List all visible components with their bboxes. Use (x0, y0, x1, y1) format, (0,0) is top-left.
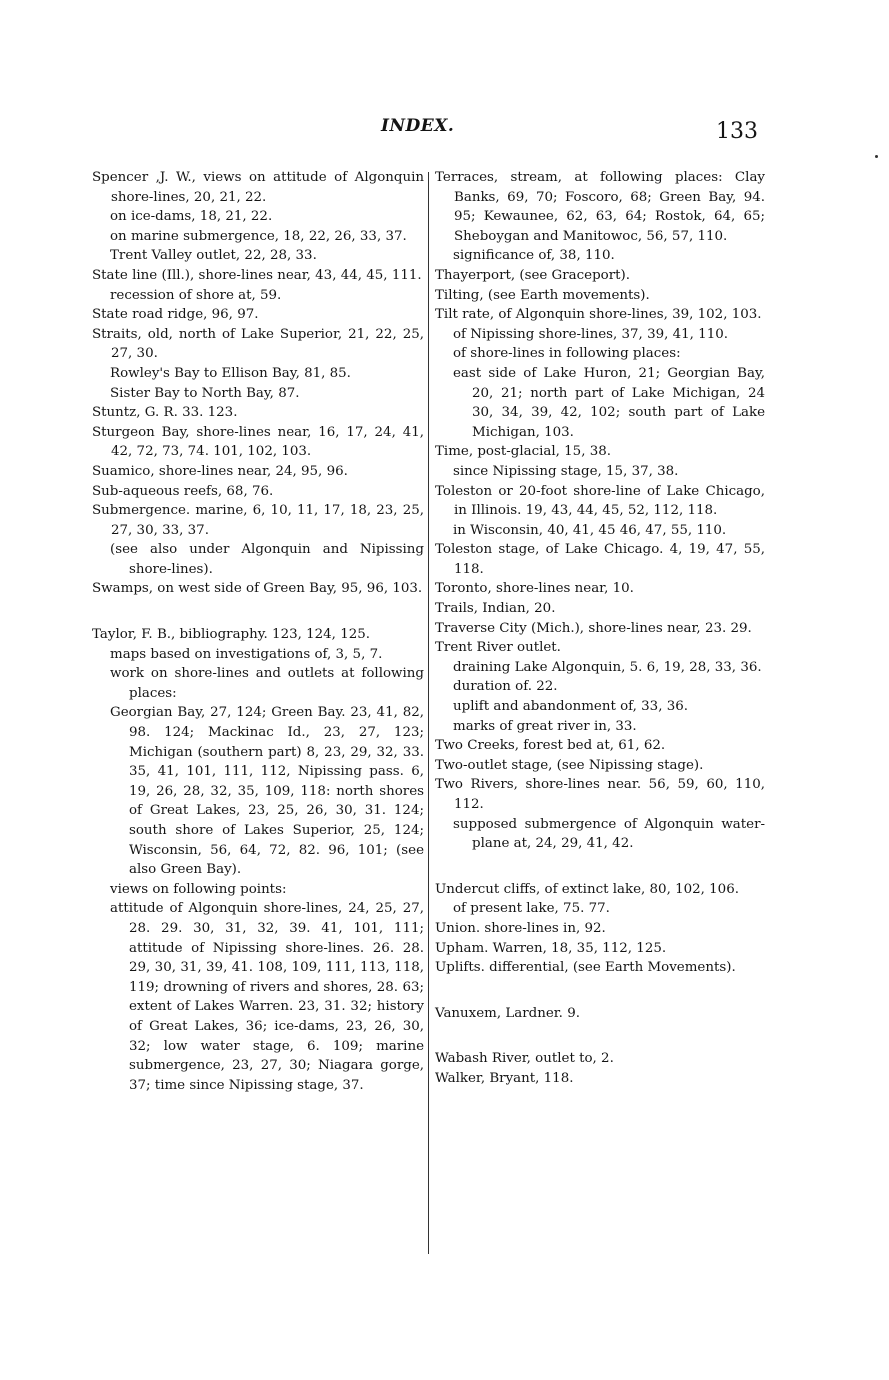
index-entry: Terraces, stream, at following places: Clay Banks, 69, 70; Foscoro, 68; Green Bay, 94. 95; Kewaunee, 62, 63, 64; Rostok, 64, 65; Sheboygan and Manitowoc, 56, 57, 110. (435, 170, 765, 244)
index-entry: Swamps, on west side of Green Bay, 95, 96, 103. (92, 581, 423, 597)
index-entry: Time, post-glacial, 15, 38. (435, 444, 612, 460)
index-subentry: recession of shore at, 59. (110, 287, 282, 303)
index-entry: Undercut cliffs, of extinct lake, 80, 102, 106. (435, 881, 739, 897)
index-entry: Two Rivers, shore-lines near. 56, 59, 60, 110, 112. (435, 777, 765, 812)
section-gap (92, 599, 424, 625)
index-entry: Trails, Indian, 20. (435, 601, 556, 617)
index-subentry: views on following points: (110, 881, 287, 897)
index-subentry: of present lake, 75. 77. (453, 901, 610, 917)
index-subentry: since Nipissing stage, 15, 37, 38. (453, 463, 679, 479)
index-entry: Uplifts. differential, (see Earth Movements). (435, 960, 736, 976)
index-entry: Two-outlet stage, (see Nipissing stage). (435, 757, 704, 773)
index-entry: Straits, old, north of Lake Superior, 21, 22, 25, 27, 30. (92, 326, 424, 362)
page-number: 133 (716, 119, 758, 144)
section-gap (435, 1023, 765, 1049)
index-subentry: uplift and abandonment of, 33, 36. (453, 699, 688, 715)
index-entry: Vanuxem, Lardner. 9. (435, 1005, 580, 1021)
index-subentry: of shore-lines in following places: (453, 346, 681, 362)
section-gap (435, 854, 765, 880)
section-gap (435, 978, 765, 1004)
index-entry: Sturgeon Bay, shore-lines near, 16, 17, 24, 41, 42, 72, 73, 74. 101, 102, 103. (92, 424, 424, 460)
index-entry: Union. shore-lines in, 92. (435, 920, 606, 936)
index-entry: Spencer ,J. W., views on attitude of Algonquin shore-lines, 20, 21, 22. (92, 170, 424, 205)
index-subentry: Sister Bay to North Bay, 87. (110, 385, 300, 401)
index-entry: Tilting, (see Earth movements). (435, 287, 650, 303)
index-entry: Toronto, shore-lines near, 10. (435, 581, 634, 597)
index-entry: State road ridge, 96, 97. (92, 307, 259, 323)
index-entry: State line (Ill.), shore-lines near, 43, 44, 45, 111. (92, 267, 422, 283)
index-subentry: Trent Valley outlet, 22, 28, 33. (110, 248, 317, 264)
index-entry: Walker, Bryant, 118. (435, 1070, 574, 1086)
index-subentry: (see also under Algonquin and Nipissing shore-lines). (110, 542, 424, 577)
index-subentry: Georgian Bay, 27, 124; Green Bay. 23, 41, 82, 98. 124; Mackinac Id., 23, 27, 123; Michigan (southern part) 8, 23, 29, 32, 33. 35, 41, 101, 111, 112, Nipissing pass. 6, 19, 26, 28, 32, 35, 109, 118: north shores of Great Lakes, 23, 25, 26, 30, 31. 124; south shore of Lakes Superior, 25, 124; Wisconsin, 56, 64, 72, 82. 96, 101; (see also Green Bay). (110, 705, 424, 878)
column-divider (428, 172, 429, 1254)
index-subentry: attitude of Algonquin shore-lines, 24, 25, 27, 28. 29. 30, 31, 32, 39. 41, 101, 111; attitude of Nipissing shore-lines. 26. 28. 29, 30, 31, 39, 41. 108, 109, 111, 113, 118, 119; drowning of rivers and shores, 28. 63; extent of Lakes Warren. 23, 31. 32; history of Great Lakes, 36; ice-dams, 23, 26, 30, 32; low water stage, 6. 109; marine submergence, 23, 27, 30; Niagara gorge, 37; time since Nipissing stage, 37. (110, 901, 424, 1093)
index-entry: Taylor, F. B., bibliography. 123, 124, 125. (92, 627, 371, 643)
index-entry: Wabash River, outlet to, 2. (435, 1051, 614, 1067)
index-entry: Thayerport, (see Graceport). (435, 267, 630, 283)
index-entry: Traverse City (Mich.), shore-lines near, 23. 29. (435, 620, 752, 636)
index-subentry: marks of great river in, 33. (453, 718, 637, 734)
index-subentry: Rowley's Bay to Ellison Bay, 81, 85. (110, 365, 351, 381)
index-subentry: in Wisconsin, 40, 41, 45 46, 47, 55, 110. (453, 522, 727, 538)
index-subentry: on ice-dams, 18, 21, 22. (110, 209, 273, 225)
index-subentry: duration of. 22. (453, 679, 558, 695)
index-entry: Trent River outlet. (435, 640, 561, 656)
index-entry: Tilt rate, of Algonquin shore-lines, 39, 102, 103. (435, 307, 762, 323)
index-entry: Stuntz, G. R. 33. 123. (92, 405, 238, 421)
index-entry: Upham. Warren, 18, 35, 112, 125. (435, 940, 667, 956)
index-entry: Submergence. marine, 6, 10, 11, 17, 18, 23, 25, 27, 30, 33, 37. (92, 503, 424, 538)
index-subentry: east side of Lake Huron, 21; Georgian Bay, 20, 21; north part of Lake Michigan, 24 30, 34, 39, 42, 102; south part of Lake Michigan, 103. (453, 365, 765, 440)
index-subentry: of Nipissing shore-lines, 37, 39, 41, 110. (453, 326, 728, 342)
index-subentry: supposed submergence of Algonquin water-plane at, 24, 29, 41, 42. (453, 816, 765, 852)
index-subentry: significance of, 38, 110. (453, 248, 615, 264)
index-subentry: maps based on investigations of, 3, 5, 7. (110, 646, 383, 662)
index-entry: Toleston or 20-foot shore-line of Lake Chicago, in Illinois. 19, 43, 44, 45, 52, 112, 118. (435, 483, 765, 519)
page-header-title: INDEX. (381, 116, 455, 136)
index-column-right (435, 168, 765, 1089)
index-subentry: draining Lake Algonquin, 5. 6, 19, 28, 33, 36. (453, 659, 762, 675)
index-subentry: on marine submergence, 18, 22, 26, 33, 37. (110, 228, 407, 244)
index-entry: Toleston stage, of Lake Chicago. 4, 19, 47, 55, 118. (435, 542, 765, 577)
index-column-left (92, 168, 424, 1095)
index-entry: Two Creeks, forest bed at, 61, 62. (435, 738, 666, 754)
index-entry: Sub-aqueous reefs, 68, 76. (92, 483, 274, 499)
index-entry: Suamico, shore-lines near, 24, 95, 96. (92, 463, 348, 479)
index-subentry: work on shore-lines and outlets at following places: (110, 666, 424, 701)
scan-speck (875, 155, 878, 158)
